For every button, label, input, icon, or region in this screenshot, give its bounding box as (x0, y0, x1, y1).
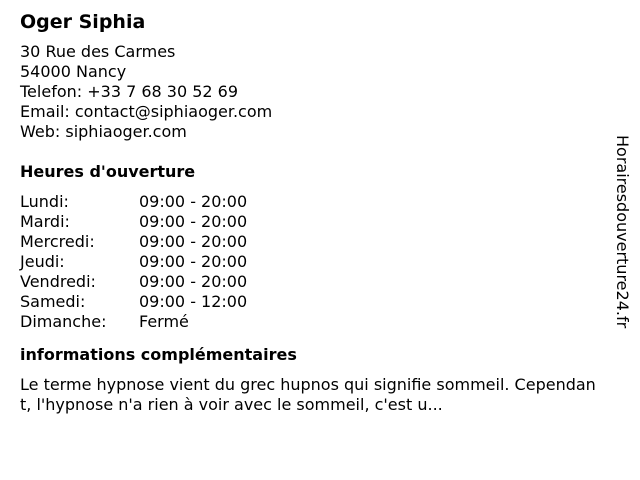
day-label: Vendredi: (20, 272, 96, 291)
hours-row-samedi (20, 292, 605, 312)
hours-row-mercredi (20, 232, 605, 252)
time-range: 09:00 - 20:00 (139, 212, 248, 231)
time-range: 09:00 - 20:00 (139, 192, 248, 211)
day-label: Mardi: (20, 212, 70, 231)
hours-row-jeudi (20, 252, 605, 272)
hours-row-vendredi (20, 272, 605, 292)
day-label: Lundi: (20, 192, 69, 211)
hours-row-lundi (20, 192, 605, 212)
info-title: informations complémentaires (20, 345, 297, 364)
hours-title: Heures d'ouverture (20, 162, 196, 181)
day-label: Jeudi: (20, 252, 65, 271)
hours-table (20, 192, 605, 332)
time-range: 09:00 - 20:00 (139, 252, 248, 271)
day-label: Dimanche: (20, 312, 107, 331)
brand-watermark: Horairesdouverture24.fr (613, 135, 632, 329)
business-name: Oger Siphia (20, 11, 146, 33)
time-range: Fermé (139, 312, 189, 331)
address-street: 30 Rue des Carmes (20, 42, 176, 61)
time-range: 09:00 - 20:00 (139, 272, 248, 291)
phone-line: Telefon: +33 7 68 30 52 69 (20, 82, 239, 101)
hours-row-dimanche (20, 312, 605, 332)
time-range: 09:00 - 12:00 (139, 292, 248, 311)
email-line: Email: contact@siphiaoger.com (20, 102, 273, 121)
web-line: Web: siphiaoger.com (20, 122, 187, 141)
business-card (20, 10, 605, 415)
address-city: 54000 Nancy (20, 62, 127, 81)
day-label: Samedi: (20, 292, 86, 311)
hours-row-mardi (20, 212, 605, 232)
day-label: Mercredi: (20, 232, 95, 251)
info-description: Le terme hypnose vient du grec hupnos qui signifie sommeil. Cependant, l'hypnose n'a rien à voir avec le sommeil, c'est u... (20, 375, 596, 414)
time-range: 09:00 - 20:00 (139, 232, 248, 251)
